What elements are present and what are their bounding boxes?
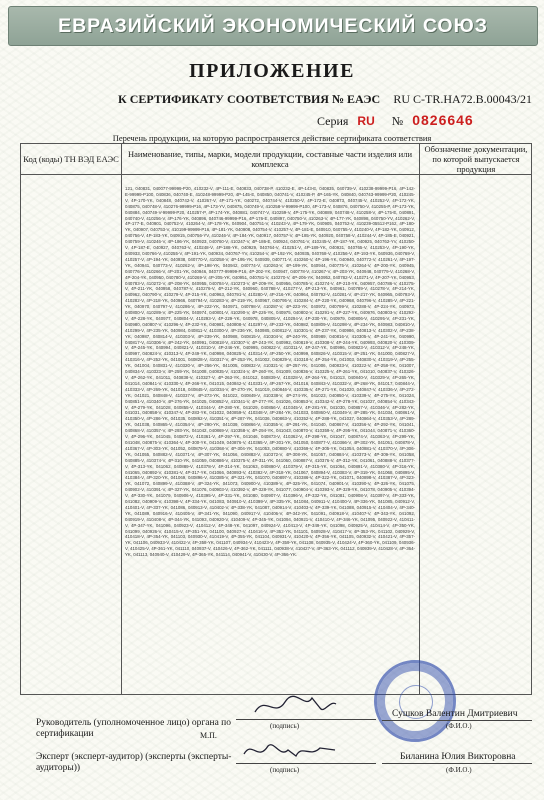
expert-signature xyxy=(240,736,340,764)
header-product-name: Наименование, типы, марки, модели продукции, составные части изделия или комплекса xyxy=(127,149,413,169)
banner-title: ЕВРАЗИЙСКИЙ ЭКОНОМИЧЕСКИЙ СОЮЗ xyxy=(58,14,488,37)
head-name: Сушков Валентин Дмитриевич xyxy=(392,709,518,719)
certificate-to-label: К СЕРТИФИКАТУ СООТВЕТСТВИЯ № ЕАЭС xyxy=(118,92,381,106)
product-list-caption: Перечень продукции, на которую распространяется действие сертификата соответствия xyxy=(112,133,432,143)
series-line xyxy=(317,112,474,129)
series-code: RU xyxy=(357,114,375,128)
head-signature xyxy=(250,690,340,720)
head-name-line xyxy=(382,720,532,721)
expert-name: Биланина Юлия Викторовна xyxy=(400,752,516,762)
number-label: № xyxy=(391,114,404,128)
expert-signature-line xyxy=(236,763,376,764)
expert-fio-caption: (Ф.И.О.) xyxy=(446,766,472,774)
head-fio-caption: (Ф.И.О.) xyxy=(446,722,472,730)
header-divider xyxy=(21,174,531,175)
expert-label: Эксперт (эксперт-аудитор) (эксперты (эксперты-аудиторы)) xyxy=(36,752,232,773)
expert-sign-caption: (подпись) xyxy=(270,766,300,774)
column-divider xyxy=(419,144,420,694)
certificate-reference xyxy=(118,92,532,107)
series-label: Серия xyxy=(317,114,349,128)
header-hs-code: Код (коды) ТН ВЭД ЕАЭС xyxy=(23,154,119,164)
certification-body-stamp xyxy=(374,660,456,742)
product-models-text: 121, 040831, 040077-99999-P20, 410232-V, 4P-111-Е, 040833, 040738-Р, 410232-Е, 4P-143-Е, 040835, 040739-V, 410238-99999-P16, 4P-142-Е-99999-P100, 040836, 040740-Е, 410248-99999-P20, 4P-145-Е, 040850, 040741-V, 410245-Р, 4P-165-YK, 040840, 040743-99999-P20, 410245-V, 4P-170-YK, 040848, 040742-V, 410267-V, 4P-171-YK, 040272, 040744-V, 410250-V, 4P-172-Е, 040873, 040745-V, 410252-V, 4P-172-YK, 040875, 040748-V, 410276-99999-P16, 4P-173-YV, 040875, 040749-V, 410258-V-99999-P100, 4P-173-V, 040876, 040750-V, 410255-P, 4P-173-YK, 040884, 040749-V-99999-P20, 410257-P, 4P-174-YK, 040881, 040747-V, 410259-V, 4P-175-YK, 040889, 040748-V, 410258-V, 4P-175-Е, 040891, 040740-V, 410256-V, 4P-176-YK, 040896, 040746-99999-P16, 4P-176-Е, 040897, 040750-V, 410263-V, 4P-177-YK, 040898, 040750-YV, 410262-V, 4P-177-Е, 040901, 040752-V, 410264-V, 4P-178-YK, 040904, 040751-V, 410243-V, 4P-179-YK, 040905, 040752-V, 410239-05512-P162, 4P-180-YK, 040907, 040753-V, 410199-99999-P16, 4P-181-YK, 040908, 040754-V, 410257-V, 4P-181-Е, 040910, 040755-V, 410240-V, 4P-182-YK, 040912, 040756-V, 4P-183-YK, 040915, 040756-YV, 410246-V, 4P-184-YK, 040917, 040757-V, 4P-185-YK, 040920, 040758-V, 410244-V, 4P-185-Е, 040921, 040759-V, 410246-V, 4P-186-YK, 040923, 040760-V, 410247-V, 4P-186-Е, 040924, 040761-V, 410245-V, 4P-187-YK, 040925, 040762-YV, 410250-V, 4P-187-Е, 040927, 040763-V, 410248-V, 4P-188-YK, 040929, 040764-V, 410251-V, 4P-189-YK, 040931, 040765-V, 410253-V, 4P-190-YK, 040933, 040766-V, 410255-V, 4P-191-YK, 040934, 040767-YV, 410254-V, 4P-192-YK, 040935, 040768-V, 410256-V, 4P-193-YK, 040936, 040769-V, 410257-V, 4P-194-YK, 040938, 040770-V, 410258-V, 4P-195-YK, 040939, 040771-V, 410260-V, 4P-196-YK, 040940, 040772-V, 410261-V, 4P-197-YK, 040941, 040773-V, 410262-V, 4P-198-YK, 040942, 040774-V, 410263-V, 4P-199-YK, 040944, 040775-V, 410264-V, 4P-200-YK, 040945, 040776-V, 410266-V, 4P-201-YK, 040946, 040777-99999-P16, 4P-202-YK, 040947, 040778-V, 410267-V, 4P-203-YK, 040948, 040779-V, 410268-V, 4P-204-YK, 040950, 040780-V, 410269-V, 4P-205-YK, 040951, 040781-V, 410270-V, 4P-206-YK, 040952, 040782-V, 410271-V, 4P-207-YK, 040953, 040783-V, 410272-V, 4P-208-YK, 040955, 040784-V, 410273-V, 4P-209-YK, 040956, 040785-V, 410274-V, 4P-210-YK, 040957, 040786-V, 410275-V, 4P-211-YK, 040958, 040787-V, 410276-V, 4P-212-YK, 040960, 040788-V, 410277-V, 4P-213-YK, 040961, 040789-V, 410278-V, 4P-214-YK, 040962, 040790-V, 410279-V, 4P-215-YK, 040963, 040791-V, 410280-V, 4P-216-YK, 040964, 040792-V, 410281-V, 4P-217-YK, 040965, 040793-V, 410282-V, 4P-218-YK, 040966, 040794-V, 410283-V, 4P-219-YK, 040967, 040795-V, 410284-V, 4P-220-YK, 040968, 040796-V, 410285-V, 4P-221-YK, 040970, 040797-V, 410286-V, 4P-222-YK, 040971, 040798-V, 410287-V, 4P-223-YK, 040972, 040799-V, 410288-V, 4P-224-YK, 040973, 040800-V, 410289-V, 4P-225-YK, 040974, 040801-V, 410290-V, 4P-226-YK, 040975, 040802-V, 410291-V, 4P-227-YK, 040976, 040803-V, 410292-V, 4P-228-YK, 040977, 040804-V, 410293-V, 4P-229-YK, 040978, 040805-V, 410294-V, 4P-230-YK, 040979, 040806-V, 410295-V, 4P-231-YK, 040980, 040807-V, 410296-V, 4P-232-YK, 040981, 040808-V, 410297-V, 4P-233-YK, 040982, 040809-V, 410298-V, 4P-234-YK, 040983, 040810-V, 410299-V, 4P-235-YK, 040984, 040811-V, 410300-V, 4P-236-YK, 040985, 040812-V, 410301-V, 4P-237-YK, 040986, 040813-V, 410302-V, 4P-238-YK, 040987, 040814-V, 410303-V, 4P-239-YK, 040988, 040815-V, 410304-V, 4P-240-YK, 040989, 040816-V, 410305-V, 4P-241-YK, 040990, 040817-V, 410306-V, 4P-242-YK, 040991, 040818-V, 410307-V, 4P-243-YK, 040992, 040819-V, 410308-V, 4P-244-YK, 040993, 040820-V, 410309-V, 4P-245-YK, 040994, 040821-V, 410310-V, 4P-246-YK, 040995, 040822-V, 410311-V, 4P-247-YK, 040996, 040823-V, 410312-V, 4P-248-YK, 040997, 040824-V, 410313-V, 4P-249-YK, 040998, 040825-V, 410314-V, 4P-250-YK, 040999, 040826-V, 410315-V, 4P-251-YK, 041000, 040827-V, 410316-V, 4P-252-YK, 041001, 040828-V, 410317-V, 4P-253-YK, 041002, 040829-V, 410318-V, 4P-254-YK, 041003, 040830-V, 410319-V, 4P-255-YK, 041004, 040831-V, 410320-V, 4P-256-YK, 041005, 040832-V, 410321-V, 4P-257-YK, 041006, 040833-V, 410322-V, 4P-258-YK, 041007, 040834-V, 410323-V, 4P-259-YK, 041008, 040835-V, 410324-V, 4P-260-YK, 041009, 040836-V, 410325-V, 4P-261-YK, 041010, 040837-V, 410326-V, 4P-262-YK, 041011, 040838-V, 410327-V, 4P-263-YK, 041012, 040839-V, 410328-V, 4P-264-YK, 041013, 040840-V, 410329-V, 4P-265-YK, 041014, 040841-V, 410330-V, 4P-266-YK, 041015, 040842-V, 410331-V, 4P-267-YK, 041016, 040843-V, 410332-V, 4P-268-YK, 041017, 040844-V, 410333-V, 4P-269-YK, 041018, 040845-V, 410334-V, 4P-270-YK, 041019, 040846-V, 410335-V, 4P-271-YK, 041020, 040847-V, 410336-V, 4P-272-YK, 041021, 040848-V, 410337-V, 4P-273-YK, 041022, 040849-V, 410338-V, 4P-274-YK, 041023, 040850-V, 410339-V, 4P-275-YK, 041024, 040851-V, 410340-V, 4P-276-YK, 041025, 040852-V, 410341-V, 4P-277-YK, 041026, 040853-V, 410342-V, 4P-278-YK, 041027, 040854-V, 410343-V, 4P-279-YK, 041028, 040855-V, 410344-V, 4P-280-YK, 041029, 040856-V, 410345-V, 4P-281-YK, 041030, 040857-V, 410346-V, 4P-282-YK, 041031, 040858-V, 410347-V, 4P-283-YK, 041032, 040859-V, 410348-V, 4P-284-YK, 041033, 040860-V, 410349-V, 4P-285-YK, 041034, 040861-V, 410350-V, 4P-286-YK, 041035, 040862-V, 410351-V, 4P-287-YK, 041036, 040863-V, 410352-V, 4P-288-YK, 041037, 040864-V, 410353-V, 4P-289-YK, 041038, 040865-V, 410354-V, 4P-290-YK, 041039, 040866-V, 410355-V, 4P-291-YK, 041040, 040867-V, 410356-V, 4P-292-YK, 041041, 040868-V, 410357-V, 4P-293-YK, 041042, 040869-V, 410358-V, 4P-294-YK, 041043, 040870-V, 410359-V, 4P-295-YK, 041044, 040871-V, 410360-V, 4P-296-YK, 041045, 040872-V, 410361-V, 4P-297-YK, 041046, 040873-V, 410362-V, 4P-298-YK, 041047, 040874-V, 410363-V, 4P-299-YK, 041048, 040875-V, 410364-V, 4P-300-YK, 041049, 040876-V, 410365-V, 4P-301-YK, 041050, 040877-V, 410366-V, 4P-302-YK, 041051, 040878-V, 410367-V, 4P-303-YK, 041052, 040879-V, 410368-V, 4P-304-YK, 041053, 040880-V, 410369-V, 4P-305-YK, 041054, 040881-V, 410370-V, 4P-306-YK, 041055, 040882-V, 410371-V, 4P-307-YK, 041056, 040883-V, 410372-V, 4P-308-YK, 041057, 040884-V, 410373-V, 4P-309-YK, 041058, 040885-V, 410374-V, 4P-310-YK, 041059, 040886-V, 410375-V, 4P-311-YK, 041060, 040887-V, 410376-V, 4P-312-YK, 041061, 040888-V, 410377-V, 4P-313-YK, 041062, 040889-V, 410378-V, 4P-314-YK, 041063, 040890-V, 410379-V, 4P-315-YK, 041064, 040891-V, 410380-V, 4P-316-YK, 041065, 040892-V, 410381-V, 4P-317-YK, 041066, 040893-V, 410382-V, 4P-318-YK, 041067, 040894-V, 410383-V, 4P-319-YK, 041068, 040895-V, 410384-V, 4P-320-YK, 041069, 040896-V, 410385-V, 4P-321-YK, 041070, 040897-V, 410386-V, 4P-322-YK, 041071, 040898-V, 410387-V, 4P-323-YK, 041072, 040899-V, 410388-V, 4P-324-YK, 041073, 040900-V, 410389-V, 4P-325-YK, 041074, 040901-V, 410390-V, 4P-326-YK, 041075, 040902-V, 410391-V, 4P-327-YK, 041076, 040903-V, 410392-V, 4P-328-YK, 041077, 040904-V, 410393-V, 4P-329-YK, 041078, 040905-V, 410394-V, 4P-330-YK, 041079, 040906-V, 410395-V, 4P-331-YK, 041080, 040907-V, 410396-V, 4P-332-YK, 041081, 040908-V, 410397-V, 4P-333-YK, 041082, 040909-V, 410398-V, 4P-334-YK, 041083, 040910-V, 410399-V, 4P-335-YK, 041084, 040911-V, 410400-V, 4P-336-YK, 041085, 040912-V, 410401-V, 4P-337-YK, 041086, 040913-V, 410402-V, 4P-338-YK, 041087, 040914-V, 410403-V, 4P-339-YK, 041088, 040915-V, 410404-V, 4P-340-YK, 041089, 040916-V, 410405-V, 4P-341-YK, 041090, 040917-V, 410406-V, 4P-342-YK, 041091, 040918-V, 410407-V, 4P-343-YK, 041092, 040919-V, 410408-V, 4P-344-YK, 041093, 040920-V, 410409-V, 4P-345-YK, 041094, 040921-V, 410410-V, 4P-346-YK, 041095, 040922-V, 410411-V, 4P-347-YK, 041096, 040923-V, 410412-V, 4P-348-YK, 041097, 040924-V, 410413-V, 4P-349-YK, 041098, 040925-V, 410414-V, 4P-350-YK, 041099, 040926-V, 410415-V, 4P-351-YK, 041100, 040927-V, 410416-V, 4P-352-YK, 041101, 040928-V, 410417-V, 4P-353-YK, 041102, 040929-V, 410418-V, 4P-354-YK, 041103, 040930-V, 410419-V, 4P-355-YK, 041104, 040931-V, 410420-V, 4P-356-YK, 041105, 040932-V, 410421-V, 4P-357-YK, 041106, 040933-V, 410422-V, 4P-358-YK, 041107, 040934-V, 410423-V, 4P-359-YK, 041108, 040935-V, 410424-V, 4P-360-YK, 041109, 040936-V, 410425-V, 4P-361-YK, 041110, 040937-V, 410426-V, 4P-362-YK, 041111, 040938-V, 410427-V, 4P-363-YK, 041112, 040939-V, 410428-V, 4P-364-YK, 041113, 040940-V, 410429-V, 4P-365-YK, 041114, 040941-V, 410430-V, 4P-366-YK. xyxy=(125,186,415,558)
form-number: 0826646 xyxy=(412,112,474,128)
header-documentation: Обозначение документации, по которой выпускается продукция xyxy=(424,144,528,174)
stamp-place-label: М.П. xyxy=(200,731,217,740)
certificate-reg-number: RU С-TR.НА72.В.00043/21 xyxy=(393,92,533,106)
product-table xyxy=(20,143,532,695)
expert-name-line xyxy=(382,763,532,764)
head-label: Руководитель (уполномоченное лицо) органа по сертификации xyxy=(36,718,232,739)
eaeu-banner xyxy=(8,6,538,46)
head-signature-line xyxy=(236,719,376,720)
appendix-title: ПРИЛОЖЕНИЕ xyxy=(189,60,355,82)
column-divider xyxy=(121,144,122,694)
head-sign-caption: (подпись) xyxy=(270,722,300,730)
